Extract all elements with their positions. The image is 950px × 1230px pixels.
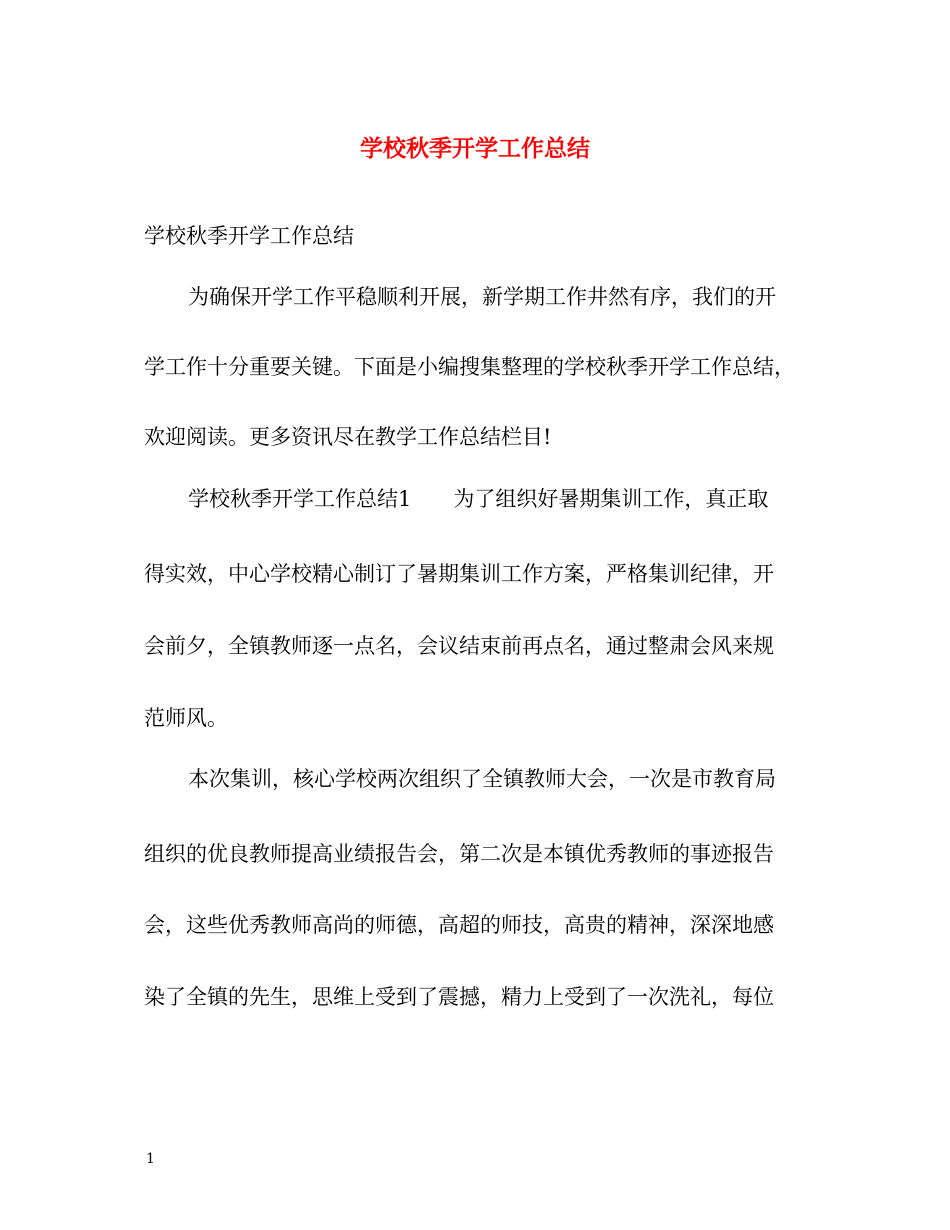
paragraph-1-line-3: 欢迎阅读。更多资讯尽在教学工作总结栏目!	[144, 425, 552, 449]
paragraph-3-line-4: 染了全镇的先生，思维上受到了震撼，精力上受到了一次洗礼，每位	[144, 985, 774, 1009]
paragraph-3-line-3: 会，这些优秀教师高尚的师德，高超的师技，高贵的精神，深深地感	[144, 913, 774, 937]
paragraph-1-line-2: 学工作十分重要关键。下面是小编搜集整理的学校秋季开学工作总结，	[144, 355, 795, 379]
paragraph-2-line-3: 会前夕，全镇教师逐一点名，会议结束前再点名，通过整肃会风来规	[144, 634, 774, 658]
page-number: 1	[146, 1151, 155, 1167]
subtitle-line: 学校秋季开学工作总结	[144, 224, 354, 248]
paragraph-2-line-2: 得实效，中心学校精心制订了暑期集训工作方案，严格集训纪律，开	[144, 562, 774, 586]
paragraph-2-line-4: 范师风。	[144, 706, 228, 730]
paragraph-3-line-2: 组织的优良教师提高业绩报告会，第二次是本镇优秀教师的事迹报告	[144, 842, 774, 866]
paragraph-1-line-1: 为确保开学工作平稳顺利开展，新学期工作井然有序，我们的开	[188, 285, 776, 309]
paragraph-3-line-1: 本次集训，核心学校两次组织了全镇教师大会，一次是市教育局	[188, 767, 776, 791]
paragraph-2-line-1: 学校秋季开学工作总结1 为了组织好暑期集训工作，真正取	[188, 487, 769, 511]
document-title: 学校秋季开学工作总结	[360, 135, 590, 162]
